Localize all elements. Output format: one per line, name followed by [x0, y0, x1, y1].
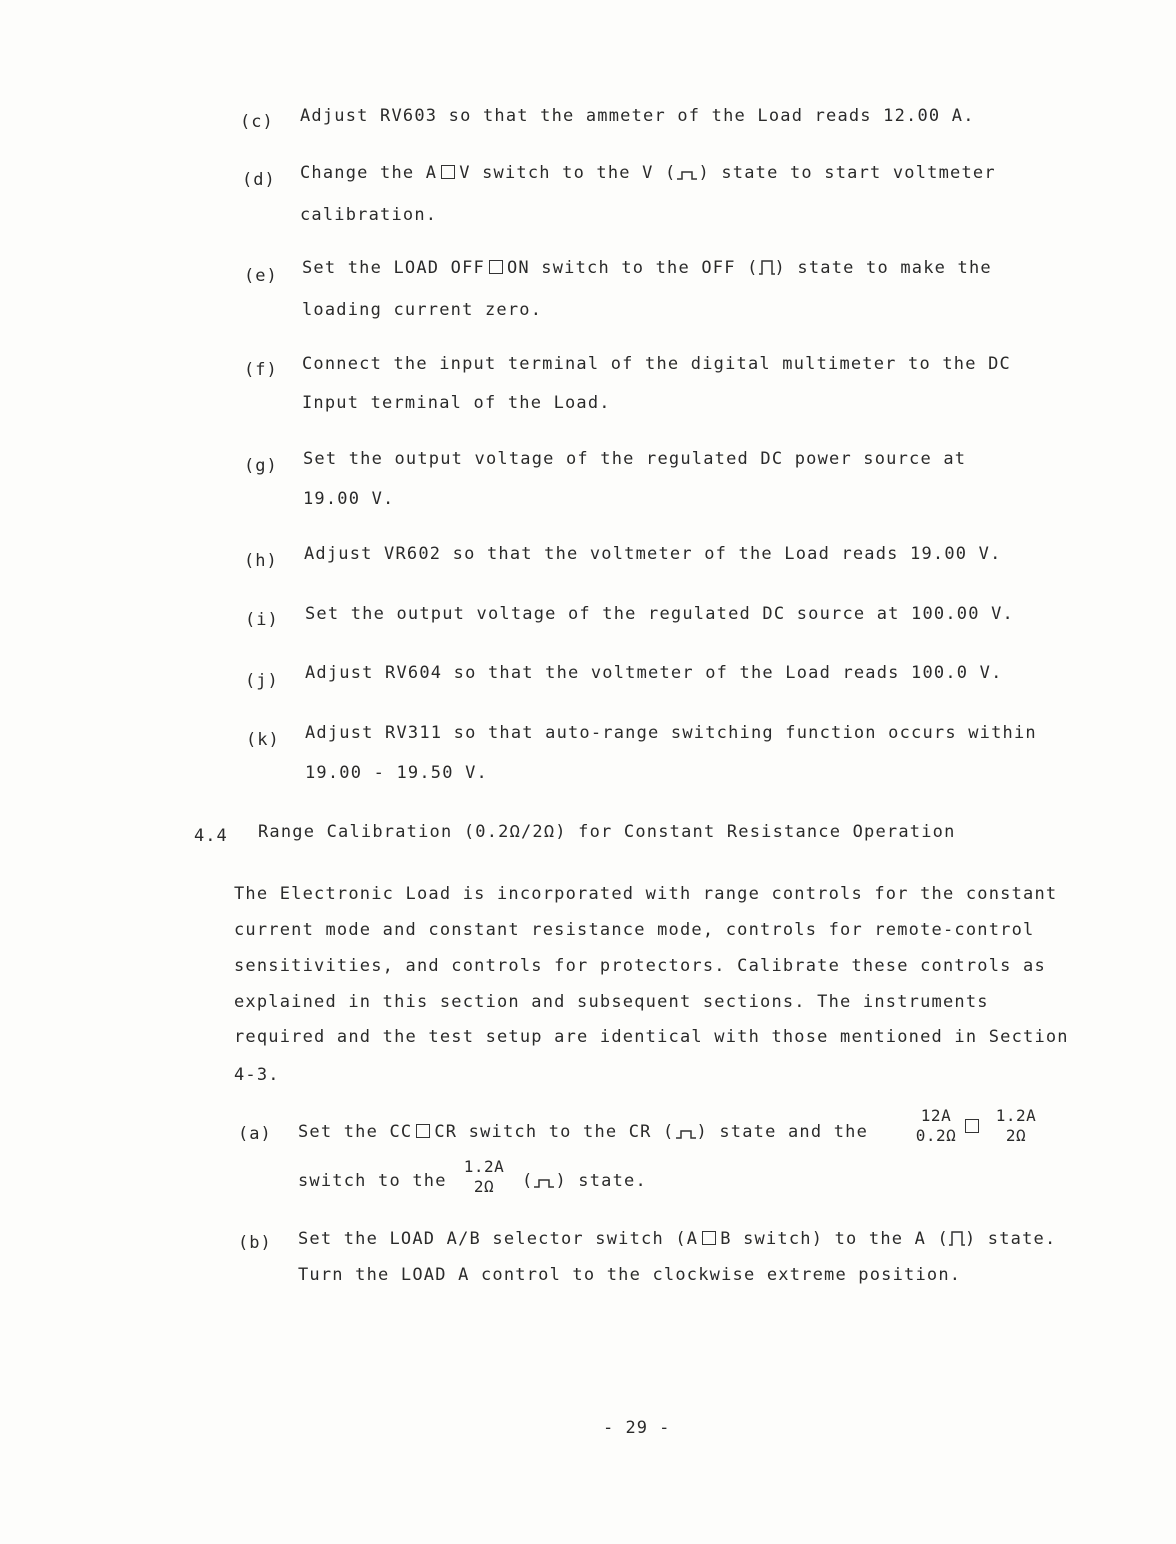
section-title: Range Calibration (0.2Ω/2Ω) for Constant Resistance Operation: [258, 822, 956, 842]
page-number: - 29 -: [603, 1418, 671, 1438]
step-d-line1: Change the A V switch to the V ( ) state to start voltmeter: [300, 163, 996, 183]
range-fraction-selected: [458, 1157, 510, 1197]
paragraph-line-2: current mode and constant resistance mode, controls for remote-control: [234, 920, 1035, 940]
step-label-d: (d): [242, 170, 276, 190]
step-b-line1: Set the LOAD A/B selector switch (A B switch) to the A ( ) state.: [298, 1229, 1057, 1249]
step-a-line2-end: ( ) state.: [522, 1171, 647, 1191]
step-f-line1: Connect the input terminal of the digital multimeter to the DC: [302, 354, 1011, 374]
switch-box-icon: [416, 1124, 430, 1138]
fraction-top: 1.2A: [463, 1157, 505, 1176]
step-label-a: (a): [238, 1124, 272, 1144]
switch-low-state-icon: [676, 170, 698, 178]
step-label-f: (f): [244, 360, 278, 380]
switch-high-state-icon: [759, 259, 775, 275]
step-a-line2-start: switch to the: [298, 1171, 447, 1191]
switch-box-icon: [702, 1231, 716, 1245]
step-label-h: (h): [244, 551, 278, 571]
step-g-line1: Set the output voltage of the regulated DC power source at: [303, 449, 967, 469]
step-e-line2: loading current zero.: [302, 300, 543, 320]
step-label-k: (k): [246, 730, 280, 750]
step-k-line2: 19.00 - 19.50 V.: [305, 763, 488, 783]
step-f-line2: Input terminal of the Load.: [302, 393, 611, 413]
paragraph-line-3: sensitivities, and controls for protectors. Calibrate these controls as: [234, 956, 1046, 976]
step-j-line1: Adjust RV604 so that the voltmeter of the Load reads 100.0 V.: [305, 663, 1003, 683]
step-k-line1: Adjust RV311 so that auto-range switching function occurs within: [305, 723, 1037, 743]
step-g-line2: 19.00 V.: [303, 489, 395, 509]
step-label-e: (e): [244, 266, 278, 286]
range-fraction-right: [990, 1106, 1042, 1146]
fraction-bottom: 2Ω: [1005, 1126, 1027, 1145]
step-label-g: (g): [244, 456, 278, 476]
step-a-line1: Set the CC CR switch to the CR ( ) state and the: [298, 1122, 869, 1142]
switch-low-state-icon: [675, 1129, 697, 1137]
step-label-c: (c): [240, 112, 274, 132]
paragraph-line-6: 4-3.: [234, 1065, 280, 1085]
switch-box-icon: [441, 165, 455, 179]
paragraph-line-5: required and the test setup are identical with those mentioned in Section: [234, 1027, 1069, 1047]
step-b-line2: Turn the LOAD A control to the clockwise extreme position.: [298, 1265, 962, 1285]
step-label-j: (j): [245, 671, 279, 691]
step-d-line2: calibration.: [300, 205, 438, 225]
step-label-b: (b): [238, 1233, 272, 1253]
switch-high-state-icon: [949, 1230, 965, 1246]
step-i-line1: Set the output voltage of the regulated DC source at 100.00 V.: [305, 604, 1014, 624]
fraction-bottom: 0.2Ω: [915, 1126, 957, 1145]
step-h-line1: Adjust VR602 so that the voltmeter of the Load reads 19.00 V.: [304, 544, 1002, 564]
paragraph-line-1: The Electronic Load is incorporated with range controls for the constant: [234, 884, 1058, 904]
section-number: 4.4: [194, 826, 228, 846]
switch-box-icon: [489, 260, 503, 274]
paragraph-line-4: explained in this section and subsequent sections. The instruments: [234, 992, 989, 1012]
fraction-top: 1.2A: [995, 1106, 1037, 1125]
step-c-line1: Adjust RV603 so that the ammeter of the Load reads 12.00 A.: [300, 106, 975, 126]
fraction-bottom: 2Ω: [473, 1177, 495, 1196]
switch-low-state-icon: [533, 1178, 555, 1186]
fraction-top: 12A: [920, 1106, 952, 1125]
range-fraction-left: [910, 1106, 962, 1146]
switch-box-icon: [965, 1119, 979, 1133]
step-e-line1: Set the LOAD OFF ON switch to the OFF ( ) state to make the: [302, 258, 992, 278]
step-label-i: (i): [245, 610, 279, 630]
